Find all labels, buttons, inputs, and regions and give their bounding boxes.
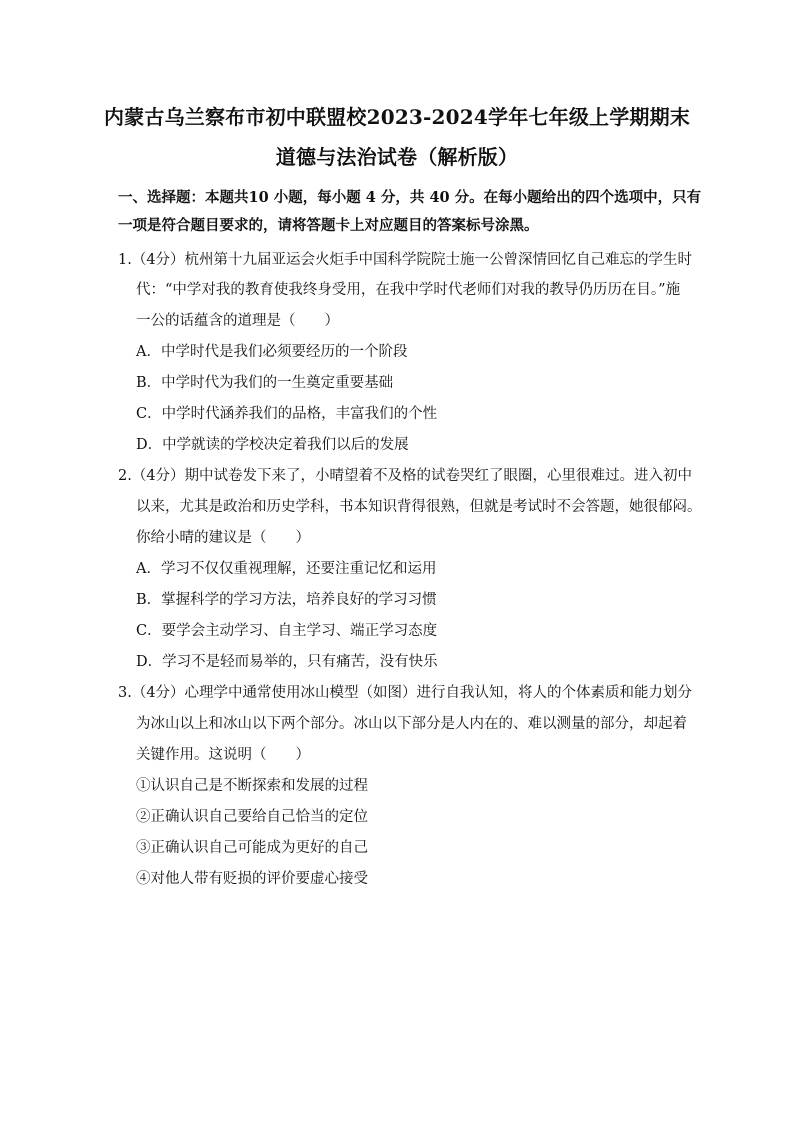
question-2-stem-line-3: 你给小晴的建议是（ ） — [136, 530, 310, 546]
question-1-option-d[interactable]: D．中学就读的学校决定着我们以后的发展 — [136, 437, 409, 453]
question-3-stem-line-1: 3.（4分）心理学中通常使用冰山模型（如图）进行自我认知，将人的个体素质和能力划分 — [118, 685, 693, 701]
question-2-option-b[interactable]: B．掌握科学的学习方法，培养良好的学习习惯 — [136, 592, 437, 608]
question-1-option-b[interactable]: B．中学时代为我们的一生奠定重要基础 — [136, 375, 394, 391]
question-2-option-c[interactable]: C．要学会主动学习、自主学习、端正学习态度 — [136, 623, 438, 639]
question-1-stem-line-1: 1.（4分）杭州第十九届亚运会火炬手中国科学院院士施一公曾深情回忆自己难忘的学生时 — [118, 252, 693, 268]
question-2-stem-line-2: 以来，尤其是政治和历史学科，书本知识背得很熟，但就是考试时不会答题，她很郁闷。 — [136, 499, 702, 515]
question-1-stem-line-3: 一公的话蕴含的道理是（ ） — [136, 313, 339, 329]
question-2-option-d[interactable]: D．学习不是轻而易举的，只有痛苦，没有快乐 — [136, 654, 438, 670]
question-3-statement-2[interactable]: ②正确认识自己要给自己恰当的定位 — [136, 809, 368, 825]
section-instructions-line-1: 一、选择题：本题共10 小题，每小题 4 分，共 40 分。在每小题给出的四个选项中，只有 — [118, 189, 702, 206]
section-instructions-line-2: 一项是符合题目要求的，请将答题卡上对应题目的答案标号涂黑。 — [118, 217, 539, 234]
page-title-line-1: 内蒙古乌兰察布市初中联盟校2023-2024学年七年级上学期期末 — [103, 105, 691, 129]
question-2-option-a[interactable]: A．学习不仅仅重视理解，还要注重记忆和运用 — [136, 561, 437, 577]
question-1-option-a[interactable]: A．中学时代是我们必须要经历的一个阶段 — [136, 344, 408, 360]
question-3-statement-3[interactable]: ③正确认识自己可能成为更好的自己 — [136, 840, 368, 856]
question-1-option-c[interactable]: C．中学时代涵养我们的品格，丰富我们的个性 — [136, 406, 438, 422]
question-3-statement-1[interactable]: ①认识自己是不断探索和发展的过程 — [136, 778, 368, 794]
question-3-statement-4[interactable]: ④对他人带有贬损的评价要虚心接受 — [136, 871, 368, 887]
question-3-stem-line-3: 关键作用。这说明（ ） — [136, 747, 310, 763]
question-3-stem-line-2: 为冰山以上和冰山以下两个部分。冰山以下部分是人内在的、难以测量的部分，却起着 — [136, 716, 687, 732]
question-1-stem-line-2: 代：“中学对我的教育使我终身受用，在我中学时代老师们对我的教导仍历历在目。”施 — [136, 282, 681, 298]
page-title-line-2: 道德与法治试卷（解析版） — [275, 145, 519, 169]
question-2-stem-line-1: 2.（4分）期中试卷发下来了，小晴望着不及格的试卷哭红了眼圈，心里很难过。进入初中 — [118, 468, 693, 484]
